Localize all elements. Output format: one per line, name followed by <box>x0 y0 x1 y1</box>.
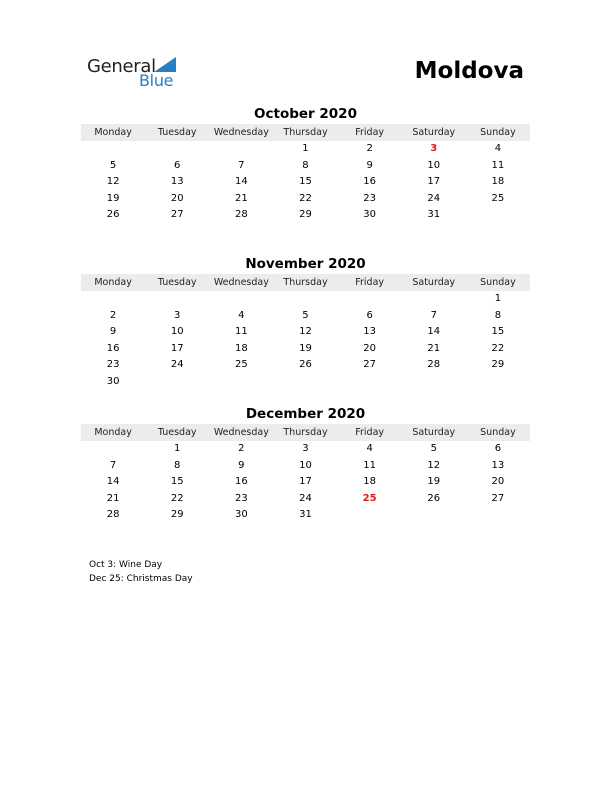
day-cell: 3 <box>302 443 309 454</box>
day-cell <box>338 374 402 391</box>
holiday-item: Dec 25: Christmas Day <box>89 574 193 584</box>
holiday-day-cell: 3 <box>430 143 438 154</box>
day-cell: 27 <box>363 359 376 370</box>
day-cell: 12 <box>427 459 441 471</box>
day-cell: 7 <box>109 459 117 471</box>
month-november <box>81 255 530 390</box>
weekday-header <box>81 124 530 141</box>
day-cell <box>466 207 530 224</box>
day-cell: 28 <box>427 359 441 370</box>
day-cell: 5 <box>302 309 309 321</box>
day-cell: 29 <box>299 209 312 220</box>
day-cell: 30 <box>234 509 248 520</box>
month-grid <box>81 141 530 224</box>
day-cell: 8 <box>494 309 502 321</box>
weekday-header <box>81 274 530 291</box>
day-cell: 23 <box>234 492 248 504</box>
weekday-label: Wednesday <box>213 427 269 438</box>
day-cell: 26 <box>427 492 441 504</box>
day-cell: 22 <box>299 192 312 204</box>
week-row <box>81 291 530 308</box>
day-cell <box>273 291 337 308</box>
day-cell: 23 <box>363 192 376 204</box>
day-cell: 7 <box>238 159 245 171</box>
day-cell: 30 <box>363 209 376 220</box>
day-cell: 18 <box>234 342 248 354</box>
day-cell <box>402 374 466 391</box>
day-cell <box>466 374 530 391</box>
day-cell: 15 <box>491 326 505 337</box>
day-cell: 19 <box>106 192 120 204</box>
day-cell: 9 <box>109 326 117 337</box>
day-cell: 13 <box>363 326 376 337</box>
day-cell: 6 <box>494 443 502 454</box>
day-cell: 1 <box>494 293 502 304</box>
month-title: October 2020 <box>254 106 357 122</box>
weekday-label: Thursday <box>283 277 328 288</box>
day-cell: 17 <box>427 176 441 187</box>
week-row <box>81 308 530 325</box>
month-grid <box>81 441 530 524</box>
day-cell: 8 <box>302 159 309 171</box>
day-cell: 27 <box>170 209 184 220</box>
day-cell: 1 <box>174 443 181 454</box>
day-cell: 13 <box>491 459 505 471</box>
day-cell: 19 <box>427 476 441 487</box>
day-cell: 11 <box>491 159 505 171</box>
week-row <box>81 141 530 158</box>
day-cell <box>81 141 145 158</box>
day-cell: 26 <box>299 359 312 370</box>
day-cell <box>81 291 145 308</box>
day-cell: 17 <box>170 342 184 354</box>
day-cell: 4 <box>494 143 502 154</box>
weekday-header <box>81 424 530 441</box>
day-cell: 16 <box>106 342 120 354</box>
weekday-label: Tuesday <box>157 427 197 438</box>
weekday-label: Wednesday <box>213 277 269 288</box>
week-row <box>81 324 530 341</box>
day-cell: 8 <box>174 459 181 471</box>
day-cell: 11 <box>363 459 376 471</box>
holiday-list <box>89 558 193 586</box>
month-title: November 2020 <box>245 256 366 272</box>
day-cell <box>209 291 273 308</box>
day-cell <box>273 374 337 391</box>
week-row <box>81 458 530 475</box>
day-cell <box>402 507 466 524</box>
week-row <box>81 341 530 358</box>
country-title: Moldova <box>414 58 524 84</box>
generalblue-logo <box>87 56 187 92</box>
day-cell <box>209 374 273 391</box>
day-cell: 18 <box>491 176 505 187</box>
weekday-label: Saturday <box>412 277 456 288</box>
day-cell: 4 <box>238 309 245 321</box>
day-cell: 24 <box>299 492 312 504</box>
day-cell: 4 <box>366 443 373 454</box>
day-cell: 21 <box>234 192 248 204</box>
day-cell: 20 <box>491 476 505 487</box>
weekday-label: Friday <box>355 427 385 438</box>
month-december <box>81 405 530 524</box>
day-cell: 28 <box>234 209 248 220</box>
day-cell: 30 <box>106 375 120 387</box>
month-october <box>81 105 530 224</box>
weekday-label: Sunday <box>480 277 516 288</box>
day-cell: 13 <box>170 176 184 187</box>
day-cell: 2 <box>366 143 373 154</box>
day-cell: 18 <box>363 476 376 487</box>
day-cell: 24 <box>170 359 184 370</box>
day-cell: 27 <box>491 492 505 504</box>
day-cell: 9 <box>238 459 245 471</box>
day-cell: 10 <box>170 326 184 337</box>
week-row <box>81 474 530 491</box>
day-cell: 24 <box>427 192 441 204</box>
weekday-label: Sunday <box>480 427 516 438</box>
day-cell: 16 <box>363 176 376 187</box>
day-cell: 25 <box>491 192 505 204</box>
day-cell: 26 <box>106 209 120 220</box>
weekday-label: Tuesday <box>157 127 197 138</box>
day-cell: 23 <box>106 359 120 370</box>
day-cell: 14 <box>427 326 441 337</box>
day-cell: 21 <box>106 492 120 504</box>
logo-triangle-icon <box>154 57 176 72</box>
logo-text-general: General <box>87 56 156 77</box>
week-row <box>81 441 530 458</box>
day-cell: 9 <box>366 159 373 171</box>
holiday-item: Oct 3: Wine Day <box>89 560 163 570</box>
day-cell: 28 <box>106 509 120 520</box>
day-cell: 2 <box>109 309 117 321</box>
week-row <box>81 374 530 391</box>
day-cell: 10 <box>427 159 441 171</box>
day-cell: 2 <box>238 443 245 454</box>
day-cell <box>145 291 209 308</box>
day-cell: 6 <box>366 309 373 321</box>
week-row <box>81 158 530 175</box>
day-cell: 31 <box>427 209 441 220</box>
day-cell: 15 <box>299 176 312 187</box>
day-cell <box>145 141 209 158</box>
day-cell: 22 <box>491 342 505 354</box>
day-cell: 5 <box>109 159 117 171</box>
day-cell <box>402 291 466 308</box>
day-cell: 29 <box>170 509 184 520</box>
day-cell: 6 <box>174 159 181 171</box>
weekday-label: Saturday <box>412 427 456 438</box>
day-cell: 22 <box>170 492 184 504</box>
day-cell: 5 <box>430 443 437 454</box>
day-cell: 14 <box>234 176 248 187</box>
weekday-label: Thursday <box>283 127 328 138</box>
weekday-label: Monday <box>94 277 132 288</box>
week-row <box>81 207 530 224</box>
day-cell <box>338 291 402 308</box>
week-row <box>81 507 530 524</box>
day-cell: 20 <box>363 342 376 354</box>
day-cell <box>338 507 402 524</box>
day-cell: 20 <box>170 192 184 204</box>
day-cell: 12 <box>299 326 312 337</box>
day-cell: 21 <box>427 342 441 354</box>
day-cell: 25 <box>234 359 248 370</box>
day-cell: 11 <box>234 326 248 337</box>
day-cell <box>145 374 209 391</box>
day-cell: 7 <box>430 309 437 321</box>
weekday-label: Friday <box>355 127 385 138</box>
day-cell: 17 <box>299 476 312 487</box>
week-row <box>81 491 530 508</box>
week-row <box>81 357 530 374</box>
weekday-label: Monday <box>94 427 132 438</box>
week-row <box>81 191 530 208</box>
day-cell: 1 <box>302 143 309 154</box>
day-cell: 16 <box>234 476 248 487</box>
month-title: December 2020 <box>245 406 366 422</box>
weekday-label: Wednesday <box>213 127 269 138</box>
weekday-label: Monday <box>94 127 132 138</box>
day-cell <box>466 507 530 524</box>
day-cell: 15 <box>170 476 184 487</box>
weekday-label: Thursday <box>283 427 328 438</box>
month-grid <box>81 291 530 390</box>
holiday-day-cell: 25 <box>362 492 377 504</box>
day-cell: 29 <box>491 359 505 370</box>
day-cell: 14 <box>106 476 120 487</box>
day-cell <box>81 441 145 458</box>
day-cell: 3 <box>174 309 181 321</box>
day-cell: 19 <box>299 342 312 354</box>
weekday-label: Tuesday <box>157 277 197 288</box>
day-cell: 12 <box>106 176 120 187</box>
day-cell: 10 <box>299 459 312 471</box>
weekday-label: Friday <box>355 277 385 288</box>
weekday-label: Saturday <box>412 127 456 138</box>
week-row <box>81 174 530 191</box>
weekday-label: Sunday <box>480 127 516 138</box>
day-cell: 31 <box>299 509 312 520</box>
day-cell <box>209 141 273 158</box>
logo-text-blue: Blue <box>139 71 174 90</box>
